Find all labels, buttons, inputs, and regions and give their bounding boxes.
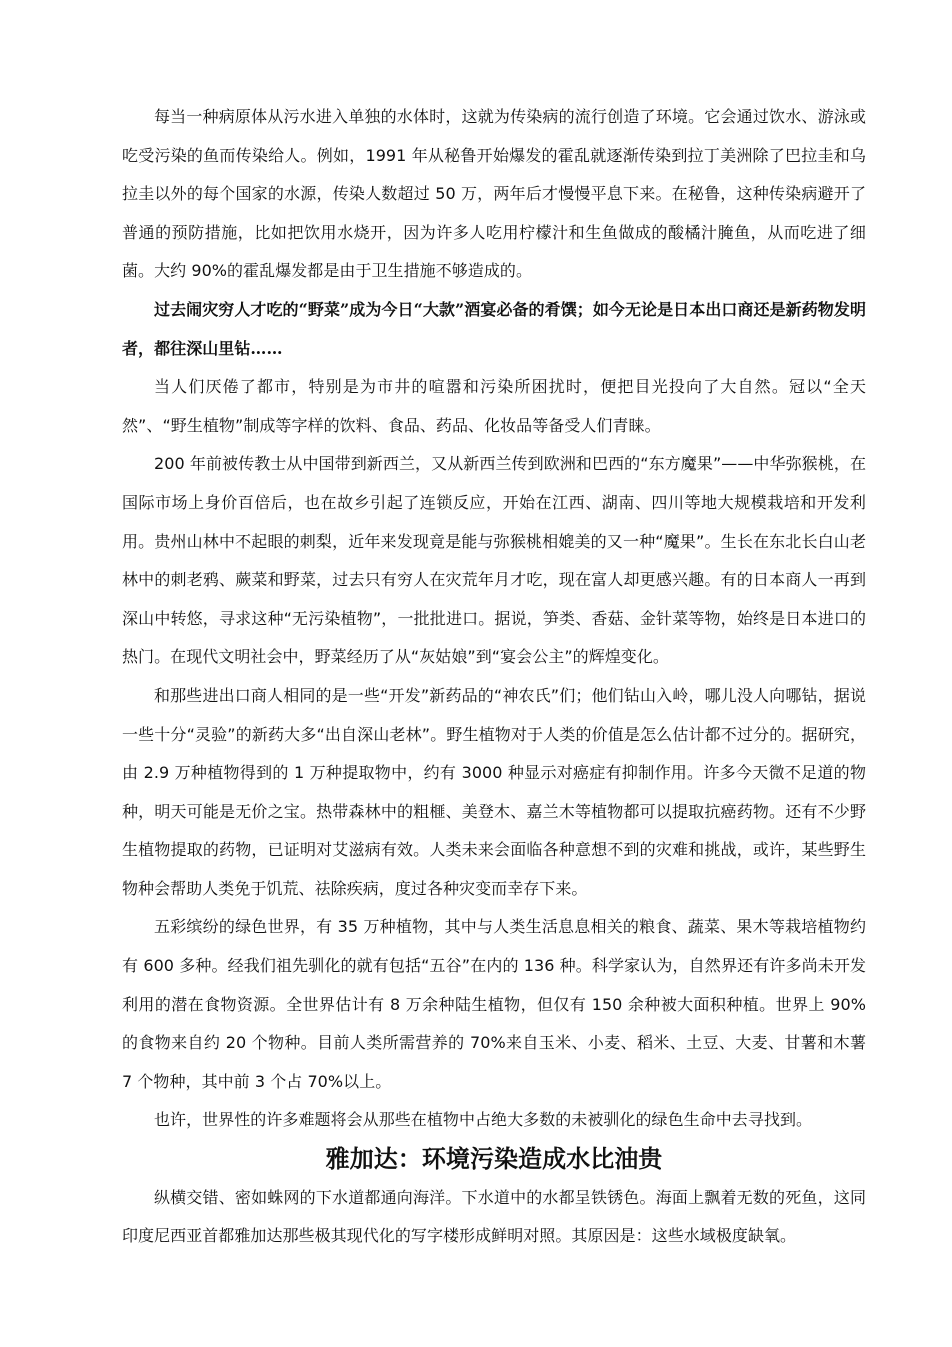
section-heading-jakarta: 雅加达：环境污染造成水比油贵 xyxy=(325,1144,663,1174)
article-body xyxy=(122,98,866,1256)
paragraph-cholera: 每当一种病原体从污水进入单独的水体时，这就为传染病的流行创造了环境。它会通过饮水、游泳或吃受污染的鱼而传染给人。例如，1991 年从秘鲁开始爆发的霍乱就逐渐传染到拉丁美洲除了巴拉圭和乌拉圭以外的每个国家的水源，传染人数超过 50 万，两年后才慢慢平息下来。在秘鲁，这种传染病避开了普通的预防措施，比如把饮用水烧开，因为许多人吃用柠檬汁和生鱼做成的酸橘汁腌鱼，从而吃进了细菌。大约 90%的霍乱爆发都是由于卫生措施不够造成的。 xyxy=(122,107,866,281)
paragraph-nature-products: 当人们厌倦了都市，特别是为市井的喧嚣和污染所困扰时，便把目光投向了大自然。冠以“全天然”、“野生植物”制成等字样的饮料、食品、药品、化妆品等备受人们青睐。 xyxy=(122,377,866,435)
paragraph-wild-vegetables-lead: 过去闹灾穷人才吃的“野菜”成为今日“大款”酒宴必备的肴馔；如今无论是日本出口商还是新药物发明者，都往深山里钻…… xyxy=(122,299,866,358)
paragraph-food-species: 五彩缤纷的绿色世界，有 35 万种植物，其中与人类生活息息相关的粮食、蔬菜、果木等栽培植物约有 600 多种。经我们祖先驯化的就有包括“五谷”在内的 136 种。科学家认为，自然界还有许多尚未开发利用的潜在食物资源。全世界估计有 8 万余种陆生植物，但仅有 150 余种被大面积种植。世界上 90%的食物来自约 20 个物种。目前人类所需营养的 70%来自玉米、小麦、稻米、土豆、大麦、甘薯和木薯 7 个物种，其中前 3 个占 70%以上。 xyxy=(122,917,866,1091)
paragraph-jakarta: 纵横交错、密如蛛网的下水道都通向海洋。下水道中的水都呈铁锈色。海面上飘着无数的死鱼，这同印度尼西亚首都雅加达那些极其现代化的写字楼形成鲜明对照。其原因是：这些水域极度缺氧。 xyxy=(122,1187,866,1246)
paragraph-green-life: 也许，世界性的许多难题将会从那些在植物中占绝大多数的未被驯化的绿色生命中去寻找到。 xyxy=(154,1110,813,1130)
paragraph-kiwi: 200 年前被传教士从中国带到新西兰，又从新西兰传到欧洲和巴西的“东方魔果”——中华弥猴桃，在国际市场上身价百倍后，也在故乡引起了连锁反应，开始在江西、湖南、四川等地大规模栽培和开发利用。贵州山林中不起眼的刺梨，近年来发现竟是能与弥猴桃相媲美的又一种“魔果”。生长在东北长白山老林中的刺老鸦、蕨菜和野菜，过去只有穷人在灾荒年月才吃，现在富人却更感兴趣。有的日本商人一再到深山中转悠，寻求这种“无污染植物”，一批批进口。据说，笋类、香菇、金针菜等物，始终是日本进口的热门。在现代文明社会中，野菜经历了从“灰姑娘”到“宴会公主”的辉煌变化。 xyxy=(122,454,866,667)
paragraph-medicine: 和那些进出口商人相同的是一些“开发”新药品的“神农氏”们；他们钻山入岭，哪儿没人向哪钻，据说一些十分“灵验”的新药大多“出自深山老林”。野生植物对于人类的价值是怎么估计都不过分的。据研究，由 2.9 万种植物得到的 1 万种提取物中，约有 3000 种显示对癌症有抑制作用。许多今天微不足道的物种，明天可能是无价之宝。热带森林中的粗榧、美登木、嘉兰木等植物都可以提取抗癌药物。还有不少野生植物提取的药物，已证明对艾滋病有效。人类未来会面临各种意想不到的灾难和挑战，或许，某些野生物种会帮助人类免于饥荒、祛除疾病，度过各种灾变而幸存下来。 xyxy=(122,685,866,898)
